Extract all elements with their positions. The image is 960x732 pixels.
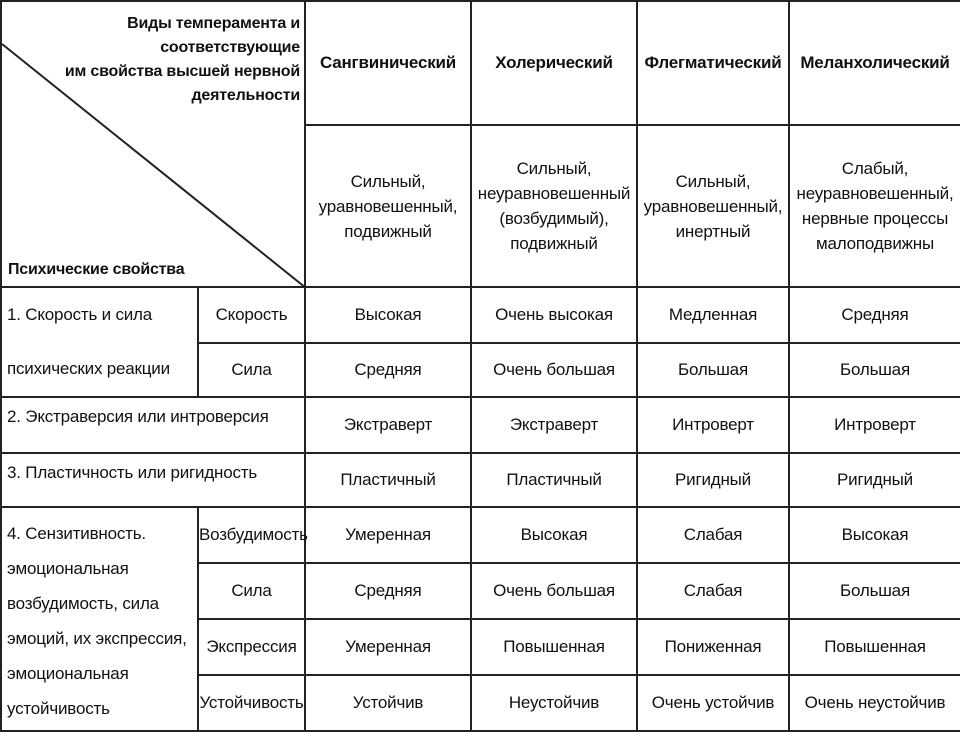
corner-header-cell xyxy=(1,1,305,287)
table-cell: Пониженная xyxy=(637,619,789,675)
sub-label: Скорость xyxy=(198,287,305,343)
table-cell: Экстраверт xyxy=(471,397,637,453)
table-row xyxy=(1,507,960,563)
nervous-property-sanguine: Сильный, уравновешенный, подвижный xyxy=(305,125,471,287)
table-cell: Средняя xyxy=(789,287,960,343)
table-cell: Устойчив xyxy=(305,675,471,731)
table-row xyxy=(1,397,960,453)
table-cell: Большая xyxy=(789,563,960,619)
table-cell: Пластичный xyxy=(305,453,471,507)
table-cell: Очень устойчив xyxy=(637,675,789,731)
sub-label: Сила xyxy=(198,343,305,397)
group-label-sensitivity: 4. Сензитивность. эмоциональная возбудимость, сила эмоций, их экспрессия, эмоциональная устойчивость xyxy=(1,507,198,731)
table-cell: Умеренная xyxy=(305,619,471,675)
table-cell: Большая xyxy=(789,343,960,397)
table-cell: Интроверт xyxy=(789,397,960,453)
sub-label: Возбудимость xyxy=(198,507,305,563)
table-cell: Умеренная xyxy=(305,507,471,563)
type-header-sanguine: Сангвинический xyxy=(305,1,471,125)
nervous-property-melancholic: Слабый, неуравновешенный, нервные процессы малоподвижны xyxy=(789,125,960,287)
table-cell: Очень высокая xyxy=(471,287,637,343)
table-cell: Очень большая xyxy=(471,343,637,397)
group-label-extraversion: 2. Экстраверсия или интроверсия xyxy=(1,397,305,453)
table-cell: Повышенная xyxy=(471,619,637,675)
group-label-plasticity: 3. Пластичность или ригидность xyxy=(1,453,305,507)
corner-top-label: Виды темперамента и соответствующие им свойства высшей нервной деятельности xyxy=(64,15,300,104)
table-cell: Очень неустойчив xyxy=(789,675,960,731)
table-cell: Средняя xyxy=(305,343,471,397)
group-label-speed-strength: 1. Скорость и сила психических реакции xyxy=(1,287,198,397)
table-cell: Неустойчив xyxy=(471,675,637,731)
table-cell: Слабая xyxy=(637,507,789,563)
sub-label: Сила xyxy=(198,563,305,619)
table-cell: Большая xyxy=(637,343,789,397)
nervous-property-phlegmatic: Сильный, уравновешенный, инертный xyxy=(637,125,789,287)
table-cell: Медленная xyxy=(637,287,789,343)
table-row xyxy=(1,287,960,343)
table-cell: Очень большая xyxy=(471,563,637,619)
table-cell: Высокая xyxy=(471,507,637,563)
table-cell: Высокая xyxy=(789,507,960,563)
type-header-choleric: Холерический xyxy=(471,1,637,125)
table-cell: Интроверт xyxy=(637,397,789,453)
nervous-property-choleric: Сильный, неуравновешенный (возбудимый), подвижный xyxy=(471,125,637,287)
table-cell: Ригидный xyxy=(637,453,789,507)
sub-label: Экспрессия xyxy=(198,619,305,675)
table-row xyxy=(1,453,960,507)
table-cell: Экстраверт xyxy=(305,397,471,453)
table-cell: Слабая xyxy=(637,563,789,619)
type-header-phlegmatic: Флегматический xyxy=(637,1,789,125)
table-cell: Повышенная xyxy=(789,619,960,675)
table-cell: Ригидный xyxy=(789,453,960,507)
table-cell: Пластичный xyxy=(471,453,637,507)
sub-label: Устойчивость xyxy=(198,675,305,731)
table-cell: Средняя xyxy=(305,563,471,619)
corner-bottom-label: Психические свойства xyxy=(8,261,185,278)
type-header-melancholic: Меланхолический xyxy=(789,1,960,125)
table-cell: Высокая xyxy=(305,287,471,343)
